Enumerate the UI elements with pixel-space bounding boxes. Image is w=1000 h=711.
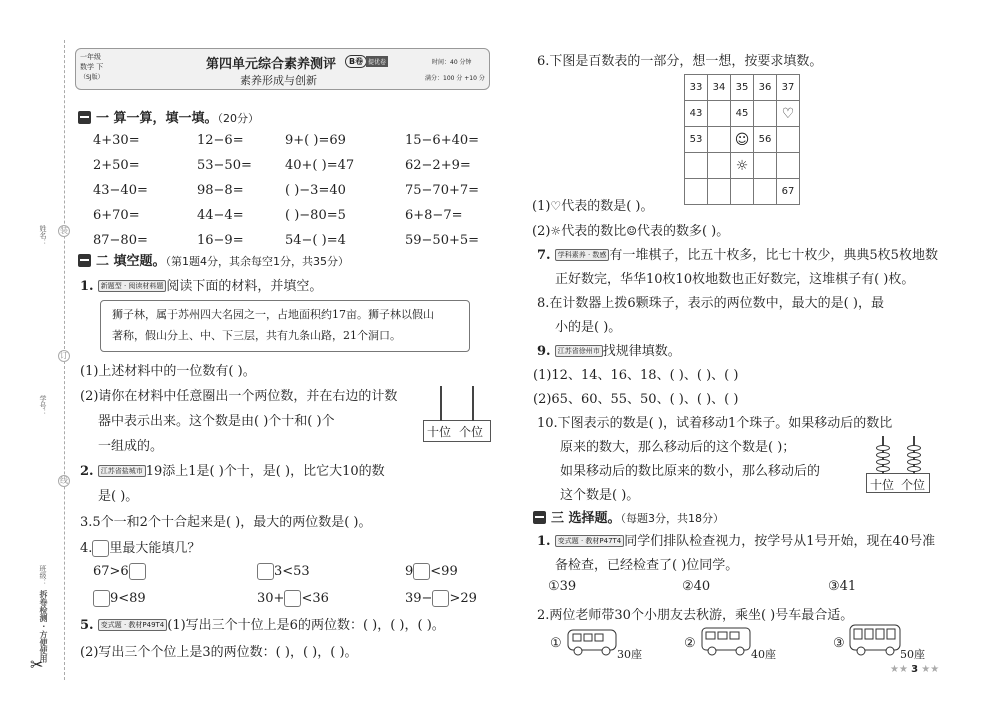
question-10c: 如果移动后的数比原来的数小，那么移动后的 — [560, 464, 821, 479]
inequality-text: 9<89 — [110, 591, 146, 606]
question-7b: 正好数完，华华10枚10枚地数也正好数完，这堆棋子有( )枚。 — [555, 272, 915, 287]
inequality-item — [257, 563, 310, 580]
question-9-1: (1)12、14、16、18、( )、( )、( ) — [533, 368, 739, 383]
material-line-2: 著称，假山分上、中、下三层，共有九条山路，21个洞口。 — [112, 329, 401, 342]
question-9-2: (2)65、60、55、50、( )、( )、( ) — [533, 392, 739, 407]
choice-1b: 备检查，已经检查了( )位同学。 — [555, 558, 739, 573]
answer-box[interactable] — [284, 590, 301, 607]
grid-cell: 33 — [685, 75, 708, 101]
grid-cell-icon: ♡ — [777, 101, 800, 127]
scissors-icon: ✂ — [30, 655, 44, 674]
bead — [876, 452, 890, 458]
question-8: 8.在计数器上拨6颗珠子，表示的两位数中，最大的是( )，最 — [537, 296, 884, 311]
grid-cell: 43 — [685, 101, 708, 127]
edition: （SJ版） — [80, 74, 104, 81]
grid-cell — [708, 179, 731, 205]
calc-item: 75−70+7= — [405, 183, 480, 198]
ones-label: 个位 — [459, 425, 484, 439]
counter-left — [423, 420, 491, 442]
grid-cell: 67 — [777, 179, 800, 205]
counter-right — [866, 473, 930, 493]
bead — [876, 445, 890, 451]
answer-box[interactable] — [257, 563, 274, 580]
grid-cell — [685, 179, 708, 205]
bus-2-seats: 40座 — [751, 648, 776, 661]
calc-item: 59−50+5= — [405, 233, 480, 248]
inequality-item — [257, 590, 329, 607]
question-badge: 新题型 · 阅读材料题 — [98, 280, 167, 292]
bead — [876, 459, 890, 465]
grid-cell: 36 — [754, 75, 777, 101]
section-icon — [78, 254, 91, 267]
bus-icon — [848, 622, 902, 658]
question-3: 3.5个一和2个十合起来是( )，最大的两位数是( )。 — [80, 515, 372, 530]
grid-cell — [685, 153, 708, 179]
inequality-text: >29 — [449, 591, 477, 606]
page-subtitle: 素养形成与创新 — [240, 74, 317, 87]
binding-mark: 线 — [60, 476, 68, 485]
inequality-text: 9 — [405, 564, 414, 579]
volume-badge: B卷 — [345, 55, 367, 68]
calc-item: 16−9= — [197, 233, 244, 248]
choice-2-opt-a[interactable]: ① — [550, 636, 562, 651]
question-badge: 学科素养 · 数感 — [555, 249, 610, 261]
calc-item: 98−8= — [197, 183, 244, 198]
question-10b: 原来的数大，那么移动后的这个数是( )； — [560, 440, 796, 455]
page-number: ★★ 3 ★★ — [890, 664, 940, 675]
choice-1-opt-b[interactable]: ②40 — [682, 579, 711, 594]
section-icon — [533, 511, 546, 524]
page-title: 第四单元综合素养测评 — [206, 57, 337, 72]
choice-1: 1. 变式题 · 教材P47T4 同学们排队检查视力，按学号从1号开始，现在40号准 — [537, 534, 936, 549]
question-6-2: (2)☼代表的数比☺代表的数多( )。 — [532, 224, 730, 239]
inequality-text: <99 — [430, 564, 458, 579]
bead — [907, 452, 921, 458]
question-1-2c: 一组成的。 — [98, 439, 164, 454]
question-6: 6.下图是百数表的一部分，想一想，按要求填数。 — [537, 54, 823, 69]
subject: 数学 下 — [80, 63, 104, 71]
inequality-item — [405, 563, 458, 580]
calc-item: 9+( )=69 — [285, 133, 346, 148]
choice-1-opt-a[interactable]: ①39 — [548, 579, 577, 594]
inequality-text: 3<53 — [274, 564, 310, 579]
choice-1-opt-c[interactable]: ③41 — [828, 579, 857, 594]
grid-cell — [754, 153, 777, 179]
choice-2-opt-c[interactable]: ③ — [833, 636, 845, 651]
ones-label: 个位 — [901, 478, 926, 492]
calc-item: 87−80= — [93, 233, 148, 248]
calc-item: 6+70= — [93, 208, 140, 223]
grid-cell — [731, 179, 754, 205]
calc-item: ( )−3=40 — [285, 183, 346, 198]
question-badge: 江苏省盐城市 — [98, 465, 146, 477]
section-3-heading: 三 选择题。（每题3分，共18分） — [533, 507, 724, 526]
calc-item: 4+30= — [93, 133, 140, 148]
calc-item: 6+8−7= — [405, 208, 463, 223]
inequality-text: 67>6 — [93, 564, 129, 579]
grid-cell: 56 — [754, 127, 777, 153]
grade: 一年级 — [80, 53, 101, 61]
grid-cell-icon: ☺ — [731, 127, 754, 153]
question-5: 5. 变式题 · 教材P49T4 (1)写出三个十位上是6的两位数：( )，( )，( )。 — [80, 618, 445, 633]
name-label: 姓名： — [39, 225, 47, 246]
calc-item: 40+( )=47 — [285, 158, 355, 173]
question-5-2: (2)写出三个个位上是3的两位数：( )，( )，( )。 — [80, 645, 358, 660]
question-1-2b: 器中表示出来。这个数是由( )个十和( )个 — [98, 414, 335, 429]
question-1-1: (1)上述材料中的一位数有( )。 — [80, 364, 256, 379]
inequality-text: 39− — [405, 591, 433, 606]
inequality-text: <36 — [301, 591, 329, 606]
hundred-chart — [684, 74, 800, 205]
heart-icon: ♡ — [550, 199, 562, 213]
smiley-icon: ☺ — [626, 224, 637, 238]
inequality-text: 30+ — [257, 591, 285, 606]
abacus-rod — [472, 386, 474, 421]
tens-label: 十位 — [427, 425, 452, 439]
section-2-heading: 二 填空题。（第1题4分，其余每空1分，共35分） — [78, 250, 349, 269]
section-1-heading: 一 算一算，填一填。（20分） — [78, 107, 259, 126]
bus-1-seats: 30座 — [617, 648, 642, 661]
inequality-item — [93, 563, 146, 580]
calc-item: ( )−80=5 — [285, 208, 346, 223]
bead — [907, 466, 921, 472]
volume-tag: 提优卷 — [366, 56, 388, 67]
answer-box[interactable] — [92, 540, 109, 557]
grid-cell — [777, 153, 800, 179]
grid-cell: 45 — [731, 101, 754, 127]
time-limit: 时间：40 分钟 — [432, 59, 472, 66]
grid-cell-icon: ☼ — [731, 153, 754, 179]
material-line-1: 狮子林，属于苏州四大名园之一，占地面积约17亩。狮子林以假山 — [112, 308, 434, 321]
bead — [907, 459, 921, 465]
tens-label: 十位 — [870, 478, 895, 492]
section-icon — [78, 111, 91, 124]
abacus-rod — [440, 386, 442, 421]
slogan: 拆卷检测 · 方便使用 — [39, 590, 48, 663]
grid-cell — [708, 153, 731, 179]
answer-box[interactable] — [413, 563, 430, 580]
question-9: 9. 江苏省徐州市 找规律填数。 — [537, 344, 681, 359]
calc-item: 12−6= — [197, 133, 244, 148]
grid-cell — [708, 127, 731, 153]
question-badge: 变式题 · 教材P47T4 — [555, 535, 625, 547]
grid-cell: 53 — [685, 127, 708, 153]
question-2: 2. 江苏省盐城市 19添上1是( )个十，是( )，比它大10的数 — [80, 464, 385, 479]
calc-item: 53−50= — [197, 158, 252, 173]
bus-icon — [700, 624, 752, 658]
calc-item: 43−40= — [93, 183, 148, 198]
grid-cell — [777, 127, 800, 153]
question-10: 10.下图表示的数是( )，试着移动1个珠子。如果移动后的数比 — [537, 416, 893, 431]
bus-3-seats: 50座 — [900, 648, 925, 661]
seat-label: 学号： — [39, 395, 47, 416]
binding-mark: 装 — [60, 226, 68, 235]
grid-cell — [754, 179, 777, 205]
binding-mark: 订 — [60, 351, 68, 360]
question-badge: 变式题 · 教材P49T4 — [98, 619, 168, 631]
grid-cell: 34 — [708, 75, 731, 101]
choice-2: 2.两位老师带30个小朋友去秋游，乘坐( )号车最合适。 — [537, 608, 854, 623]
calc-item: 62−2+9= — [405, 158, 471, 173]
calc-item: 54−( )=4 — [285, 233, 346, 248]
bead — [907, 445, 921, 451]
bead — [876, 466, 890, 472]
class-label: 班级： — [39, 565, 47, 586]
calc-item: 2+50= — [93, 158, 140, 173]
grid-cell: 37 — [777, 75, 800, 101]
question-6-1: (1)♡代表的数是( )。 — [532, 199, 654, 214]
question-10d: 这个数是( )。 — [560, 488, 640, 503]
calc-item: 15−6+40= — [405, 133, 480, 148]
full-score: 满分：100 分 +10 分 — [425, 75, 485, 82]
question-8b: 小的是( )。 — [555, 320, 622, 335]
question-1: 1. 新题型 · 阅读材料题 阅读下面的材料，并填空。 — [80, 279, 323, 294]
choice-2-opt-b[interactable]: ② — [684, 636, 696, 651]
answer-box[interactable] — [93, 590, 110, 607]
answer-box[interactable] — [129, 563, 146, 580]
question-1-2a: (2)请你在材料中任意圈出一个两位数，并在右边的计数 — [80, 389, 398, 404]
question-4: 4. 里最大能填几？ — [80, 541, 201, 556]
grid-cell — [708, 101, 731, 127]
question-badge: 江苏省徐州市 — [555, 345, 603, 357]
question-2b: 是( )。 — [98, 489, 139, 504]
inequality-item — [93, 590, 146, 607]
question-7: 7. 学科素养 · 数感 有一堆棋子，比五十枚多，比七十枚少，典典5枚5枚地数 — [537, 248, 938, 263]
answer-box[interactable] — [432, 590, 449, 607]
sun-icon: ☼ — [550, 224, 562, 238]
grid-cell: 35 — [731, 75, 754, 101]
grid-cell — [754, 101, 777, 127]
calc-item: 44−4= — [197, 208, 244, 223]
bus-icon — [566, 626, 618, 658]
inequality-item — [405, 590, 477, 607]
